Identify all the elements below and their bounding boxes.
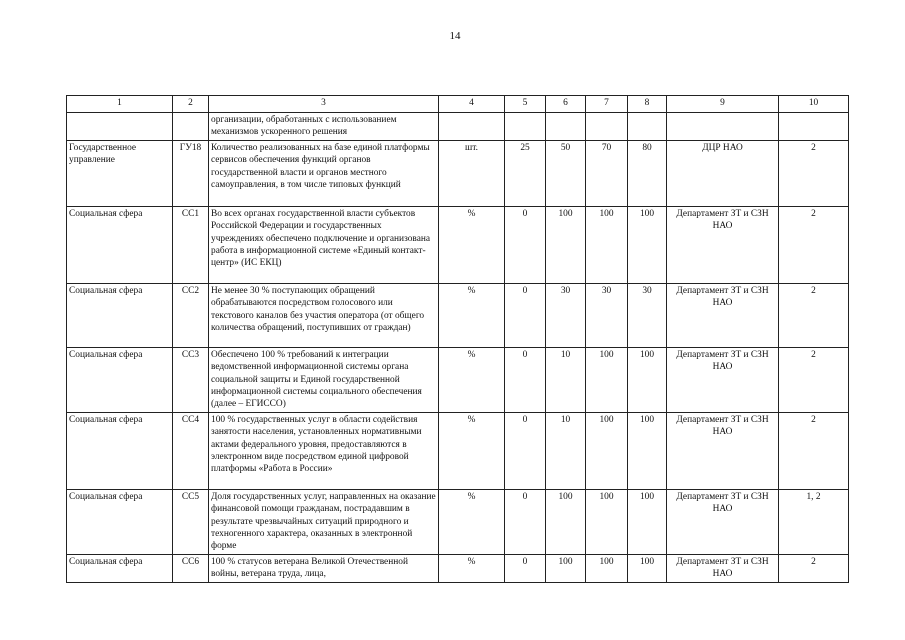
value-cell: 30: [628, 283, 667, 347]
risk-cell: 2: [779, 206, 849, 283]
table-row: [67, 206, 849, 283]
risk-cell: 2: [779, 412, 849, 489]
unit-cell: %: [439, 347, 505, 412]
value-cell: 100: [546, 206, 586, 283]
sphere-cell: Государственное управление: [67, 140, 173, 206]
value-cell: 100: [546, 489, 586, 554]
unit-cell: %: [439, 283, 505, 347]
code-cell: СС2: [173, 283, 209, 347]
value-cell: 10: [546, 412, 586, 489]
value-cell: 100: [628, 206, 667, 283]
sphere-cell: Социальная сфера: [67, 283, 173, 347]
table-row: [67, 554, 849, 582]
indicators-table: [66, 95, 849, 583]
risk-cell: 2: [779, 140, 849, 206]
col-header: 8: [628, 96, 667, 113]
col-header: 3: [209, 96, 439, 113]
table-row: [67, 283, 849, 347]
cell-empty: [67, 113, 173, 141]
col-header: 6: [546, 96, 586, 113]
value-cell: 0: [505, 554, 546, 582]
value-cell: 0: [505, 206, 546, 283]
value-cell: 80: [628, 140, 667, 206]
value-cell: 100: [586, 412, 628, 489]
responsible-cell: Департамент ЗТ и СЗН НАО: [667, 283, 779, 347]
indicator-cell: Доля государственных услуг, направленных на оказание финансовой помощи гражданам, пострадавшим в результате чрезвычайных ситуаций природного и техногенного характера, оказанных в электронной форме: [209, 489, 439, 554]
cell-empty: [546, 113, 586, 141]
col-header: 10: [779, 96, 849, 113]
code-cell: ГУ18: [173, 140, 209, 206]
code-cell: СС6: [173, 554, 209, 582]
value-cell: 100: [586, 554, 628, 582]
indicator-cell: Обеспечено 100 % требований к интеграции ведомственной информационной системы органа социальной защиты и Единой государственной информационной системы социального обеспечения (далее – ЕГИССО): [209, 347, 439, 412]
sphere-cell: Социальная сфера: [67, 206, 173, 283]
table-row: [67, 347, 849, 412]
responsible-cell: ДЦР НАО: [667, 140, 779, 206]
value-cell: 100: [546, 554, 586, 582]
value-cell: 30: [546, 283, 586, 347]
col-header: 5: [505, 96, 546, 113]
table-row: [67, 489, 849, 554]
responsible-cell: Департамент ЗТ и СЗН НАО: [667, 554, 779, 582]
unit-cell: %: [439, 412, 505, 489]
col-header: 1: [67, 96, 173, 113]
value-cell: 0: [505, 283, 546, 347]
sphere-cell: Социальная сфера: [67, 554, 173, 582]
indicator-cell: 100 % государственных услуг в области содействия занятости населения, установленных нормативными актами федерального уровня, предоставляются в электронном виде посредством единой цифровой платформы «Работа в России»: [209, 412, 439, 489]
code-cell: СС1: [173, 206, 209, 283]
value-cell: 100: [586, 489, 628, 554]
sphere-cell: Социальная сфера: [67, 347, 173, 412]
risk-cell: 2: [779, 554, 849, 582]
value-cell: 100: [628, 489, 667, 554]
value-cell: 100: [628, 554, 667, 582]
unit-cell: %: [439, 206, 505, 283]
value-cell: 70: [586, 140, 628, 206]
value-cell: 25: [505, 140, 546, 206]
indicator-cell: организации, обработанных с использованием механизмов ускоренного решения: [209, 113, 439, 141]
unit-cell: %: [439, 489, 505, 554]
responsible-cell: Департамент ЗТ и СЗН НАО: [667, 347, 779, 412]
col-header: 2: [173, 96, 209, 113]
header-row: [67, 96, 849, 113]
value-cell: 50: [546, 140, 586, 206]
cell-empty: [779, 113, 849, 141]
code-cell: СС3: [173, 347, 209, 412]
code-cell: СС4: [173, 412, 209, 489]
responsible-cell: Департамент ЗТ и СЗН НАО: [667, 489, 779, 554]
responsible-cell: Департамент ЗТ и СЗН НАО: [667, 412, 779, 489]
value-cell: 100: [586, 347, 628, 412]
cell-empty: [628, 113, 667, 141]
cell-empty: [667, 113, 779, 141]
indicator-cell: Не менее 30 % поступающих обращений обрабатываются посредством голосового или текстового каналов без участия оператора (от общего количества обращений, поступивших от граждан): [209, 283, 439, 347]
risk-cell: 2: [779, 283, 849, 347]
code-cell: СС5: [173, 489, 209, 554]
col-header: 4: [439, 96, 505, 113]
value-cell: 30: [586, 283, 628, 347]
value-cell: 100: [586, 206, 628, 283]
unit-cell: шт.: [439, 140, 505, 206]
page-number: 14: [449, 30, 461, 42]
value-cell: 100: [628, 347, 667, 412]
continuation-row: [67, 113, 849, 141]
value-cell: 0: [505, 489, 546, 554]
col-header: 7: [586, 96, 628, 113]
cell-empty: [173, 113, 209, 141]
value-cell: 0: [505, 347, 546, 412]
value-cell: 10: [546, 347, 586, 412]
table-row: [67, 140, 849, 206]
value-cell: 0: [505, 412, 546, 489]
responsible-cell: Департамент ЗТ и СЗН НАО: [667, 206, 779, 283]
cell-empty: [505, 113, 546, 141]
risk-cell: 1, 2: [779, 489, 849, 554]
unit-cell: %: [439, 554, 505, 582]
cell-empty: [586, 113, 628, 141]
table-row: [67, 412, 849, 489]
sphere-cell: Социальная сфера: [67, 489, 173, 554]
risk-cell: 2: [779, 347, 849, 412]
indicator-cell: Во всех органах государственной власти субъектов Российской Федерации и государственных учреждениях обеспечено подключение и организована работа в информационной системе «Единый контакт-центр» (ИС ЕКЦ): [209, 206, 439, 283]
indicator-cell: Количество реализованных на базе единой платформы сервисов обеспечения функций органов государственной власти и органов местного самоуправления, в том числе типовых функций: [209, 140, 439, 206]
indicator-cell: 100 % статусов ветерана Великой Отечественной войны, ветерана труда, лица,: [209, 554, 439, 582]
sphere-cell: Социальная сфера: [67, 412, 173, 489]
value-cell: 100: [628, 412, 667, 489]
col-header: 9: [667, 96, 779, 113]
cell-empty: [439, 113, 505, 141]
